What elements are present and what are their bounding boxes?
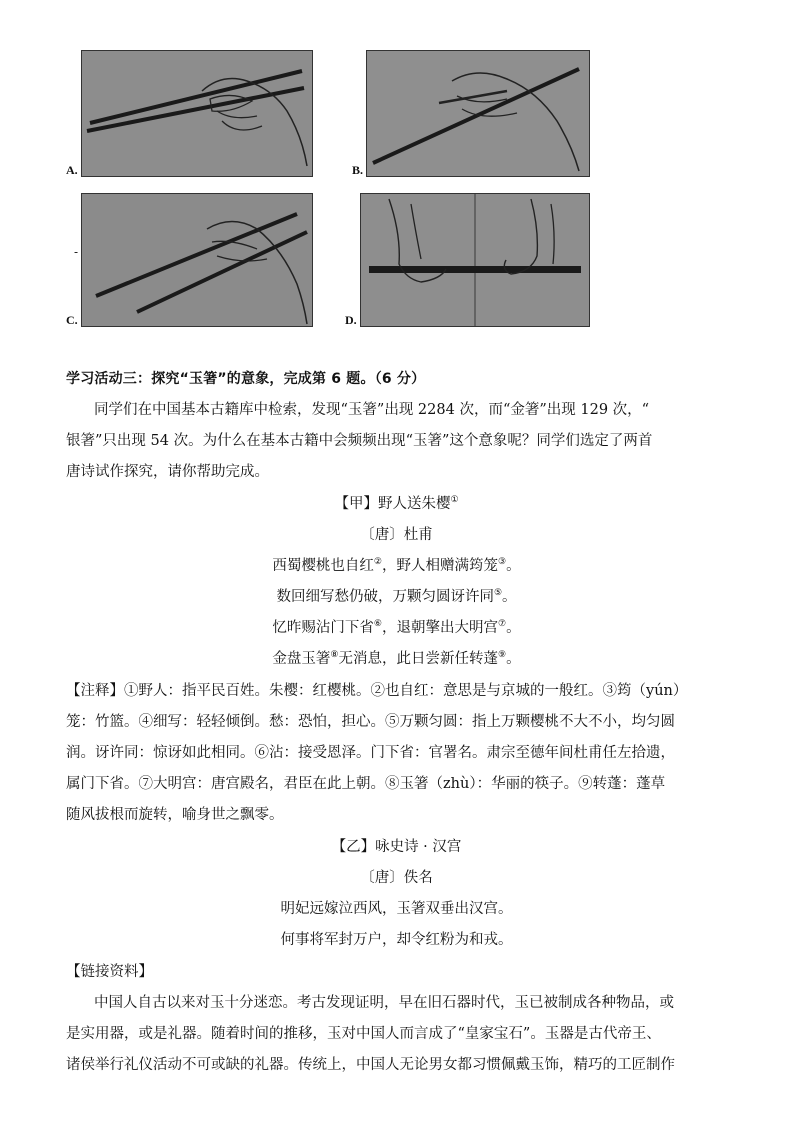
poem-jia-line-1	[0, 551, 793, 582]
poem-jia-line-3-note-1: ⑥	[373, 619, 382, 630]
chopstick-image-c	[81, 193, 313, 327]
chopstick-image-a	[81, 50, 313, 177]
poem-jia-title	[0, 489, 793, 520]
poem-jia-line-1-a: 西蜀樱桃也自红	[272, 558, 374, 574]
hand-holding-chopsticks-illustration-c	[82, 194, 312, 326]
notes-line-3: 润。讶许同：惊讶如此相同。⑥沾：接受恩泽。门下省：官署名。肃宗至德年间杜甫任左拾遗，	[66, 745, 675, 761]
poem-jia-line-4-note-1: ⑧	[330, 650, 339, 661]
poem-jia-line-4-note-2: ⑨	[498, 650, 507, 661]
poem-jia-title-note: ①	[450, 495, 459, 506]
link-material-line-3: 诸侯举行礼仪活动不可或缺的礼器。传统上，中国人无论男女都习惯佩戴玉饰，精巧的工匠制作	[66, 1057, 675, 1073]
poem-jia-line-3-a: 忆昨赐沾门下省	[272, 620, 374, 636]
hand-holding-chopsticks-illustration-a	[82, 51, 312, 176]
poem-yi-line-1: 明妃远嫁泣西风，玉箸双垂出汉宫。	[280, 901, 513, 917]
link-material-line-2: 是实用器，或是礼器。随着时间的推移，玉对中国人而言成了“皇家宝石”。玉器是古代帝王、	[66, 1026, 661, 1042]
stray-dash-mark: -	[74, 245, 79, 259]
poem-jia-line-1-c: 。	[506, 558, 521, 574]
poem-jia-line-2-note-1: ⑤	[493, 588, 503, 599]
poem-jia-author: 〔唐〕杜甫	[360, 527, 433, 543]
poem-jia-line-3-note-2: ⑦	[498, 619, 507, 630]
option-label-d: D.	[345, 313, 357, 327]
notes-line-4: 属门下省。⑦大明宫：唐宫殿名，君臣在此上朝。⑧玉箸（zhù）：华丽的筷子。⑨转蓬：蓬草	[66, 776, 666, 792]
option-label-b: B.	[352, 163, 364, 177]
notes-line-1: 【注释】①野人：指平民百姓。朱樱：红樱桃。②也自红：意思是与京城的一般红。③筠（yún）	[66, 683, 688, 699]
link-material-line-1: 中国人自古以来对玉十分迷恋。考古发现证明，早在旧石器时代，玉已被制成各种物品，或	[94, 995, 674, 1011]
poem-jia-line-4-a: 金盘玉箸	[272, 651, 331, 667]
poem-jia-line-1-note-1: ②	[373, 557, 382, 568]
link-material-heading: 【链接资料】	[66, 964, 153, 980]
notes-line-2: 笼：竹篮。④细写：轻轻倾倒。愁：恐怕，担心。⑤万颗匀圆：指上万颗樱桃不大不小，均匀圆	[66, 714, 675, 730]
poem-jia-line-4-b: 无消息，此日尝新任转蓬	[338, 651, 498, 667]
poem-jia-line-4-c: 。	[506, 651, 521, 667]
poem-jia-line-1-b: ，野人相赠满筠笼	[382, 558, 498, 574]
poem-jia-line-1-note-2: ③	[498, 557, 507, 568]
poem-yi-title: 【乙】咏史诗 · 汉宫	[331, 839, 462, 855]
poem-jia-line-2-a: 数回细写愁仍破，万颗匀圆讶许同	[276, 589, 494, 605]
poem-jia-line-2	[0, 582, 793, 613]
chopstick-image-b	[366, 50, 590, 177]
poem-jia-line-4	[0, 644, 793, 675]
poem-jia-line-3-b: ，退朝擎出大明宫	[382, 620, 498, 636]
poem-yi-line-2: 何事将军封万户，却令红粉为和戎。	[280, 932, 513, 948]
intro-line-1: 同学们在中国基本古籍库中检索，发现“玉箸”出现 2284 次，而“金箸”出现 129 次，“	[94, 402, 650, 418]
poem-jia-line-3	[0, 613, 793, 644]
chopstick-image-d	[360, 193, 590, 327]
notes-line-5: 随风拔根而旋转，喻身世之飘零。	[66, 807, 284, 823]
option-label-a: A.	[66, 163, 78, 177]
poem-jia-line-2-b: 。	[502, 589, 517, 605]
section-heading: 学习活动三：探究“玉箸”的意象，完成第 6 题。（6 分）	[66, 371, 426, 387]
hands-holding-chopsticks-illustration-d	[361, 194, 589, 326]
poem-jia-title-text: 【甲】野人送朱樱	[334, 496, 451, 512]
intro-line-2: 银箸”只出现 54 次。为什么在基本古籍中会频频出现“玉箸”这个意象呢？同学们选定了两首	[66, 433, 653, 449]
poem-yi-author: 〔唐〕佚名	[360, 870, 433, 886]
intro-line-3: 唐诗试作探究，请你帮助完成。	[66, 464, 269, 480]
hand-holding-chopsticks-illustration-b	[367, 51, 589, 176]
poem-jia-line-3-c: 。	[506, 620, 521, 636]
option-label-c: C.	[66, 313, 78, 327]
